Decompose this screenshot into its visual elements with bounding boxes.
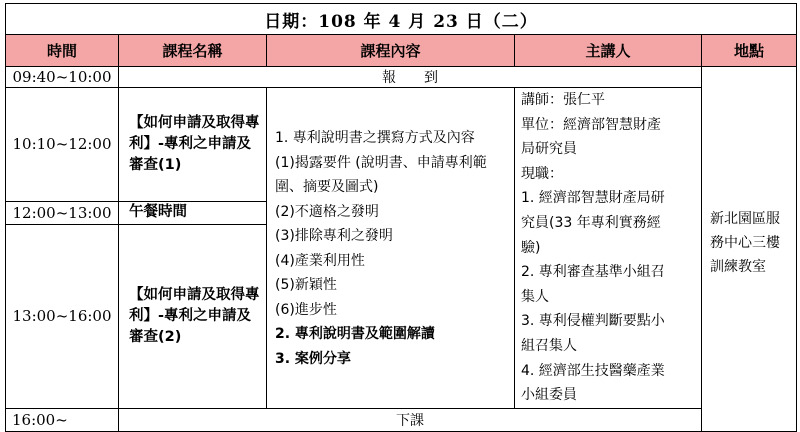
speaker-line: 現職：: [521, 165, 563, 182]
table-row: [6, 88, 797, 202]
checkin-label: 報到: [119, 67, 702, 88]
table-row: [6, 408, 797, 431]
content-line: (3)排除專利之發明: [275, 228, 393, 244]
header-course-content: 課程內容: [267, 35, 515, 67]
content-line: 3. 案例分享: [275, 350, 351, 367]
location-line: 新北園區服: [710, 211, 780, 227]
speaker-line: 2. 專利審查基準小組召: [521, 264, 665, 281]
course-name-cell: 【如何申請及取得專利】-專利之申請及審查(1): [119, 88, 267, 202]
speaker-line: 小組委員: [521, 387, 577, 404]
speaker-line: 組召集人: [521, 337, 577, 354]
end-label: 下課: [119, 408, 702, 431]
header-speaker: 主講人: [515, 35, 702, 67]
course-name-cell: 午餐時間: [119, 201, 267, 224]
content-line: 1. 專利說明書之撰寫方式及內容: [275, 130, 475, 146]
speaker-line: 講師：張仁平: [521, 92, 605, 108]
speaker-line: 3. 專利侵權判斷要點小: [521, 313, 665, 330]
content-line: 2. 專利說明書及範圍解讀: [275, 326, 435, 342]
content-line: (5)新穎性: [275, 277, 337, 293]
content-line: (2)不適格之發明: [275, 203, 379, 220]
content-line: (1)揭露要件 (說明書、申請專利範: [275, 154, 487, 171]
time-cell: 12:00~13:00: [6, 201, 119, 224]
header-course-name: 課程名稱: [119, 35, 267, 67]
date-bar: 日期：108 年 4 月 23 日（二）: [6, 4, 797, 35]
time-cell: 13:00~16:00: [6, 224, 119, 408]
speaker-line: 究員(33 年專利實務經: [521, 214, 661, 231]
content-line: (4)產業利用性: [275, 252, 365, 269]
header-row: [6, 35, 797, 67]
speaker-line: 4. 經濟部生技醫藥產業: [521, 362, 665, 379]
schedule-table: [5, 3, 797, 432]
speaker-line: 單位：經濟部智慧財產: [521, 116, 661, 133]
speaker-line: 局研究員: [521, 141, 577, 158]
speaker-line: 集人: [521, 288, 549, 305]
content-line: 圍、摘要及圖式): [275, 179, 379, 195]
table-row: [6, 67, 797, 88]
time-cell: 09:40~10:00: [6, 67, 119, 88]
location-line: 訓練教室: [710, 259, 766, 275]
location-cell: [702, 67, 797, 432]
course-content-cell: [267, 88, 515, 409]
content-line: (6)進步性: [275, 301, 337, 318]
course-name-cell: 【如何申請及取得專利】-專利之申請及審查(2): [119, 224, 267, 408]
time-cell: 16:00~: [6, 408, 119, 431]
time-cell: 10:10~12:00: [6, 88, 119, 202]
header-time: 時間: [6, 35, 119, 67]
speaker-line: 驗): [521, 239, 541, 256]
speaker-line: 1. 經濟部智慧財產局研: [521, 190, 665, 207]
speaker-cell: [515, 88, 702, 409]
location-line: 務中心三樓: [710, 235, 780, 251]
header-location: 地點: [702, 35, 797, 67]
